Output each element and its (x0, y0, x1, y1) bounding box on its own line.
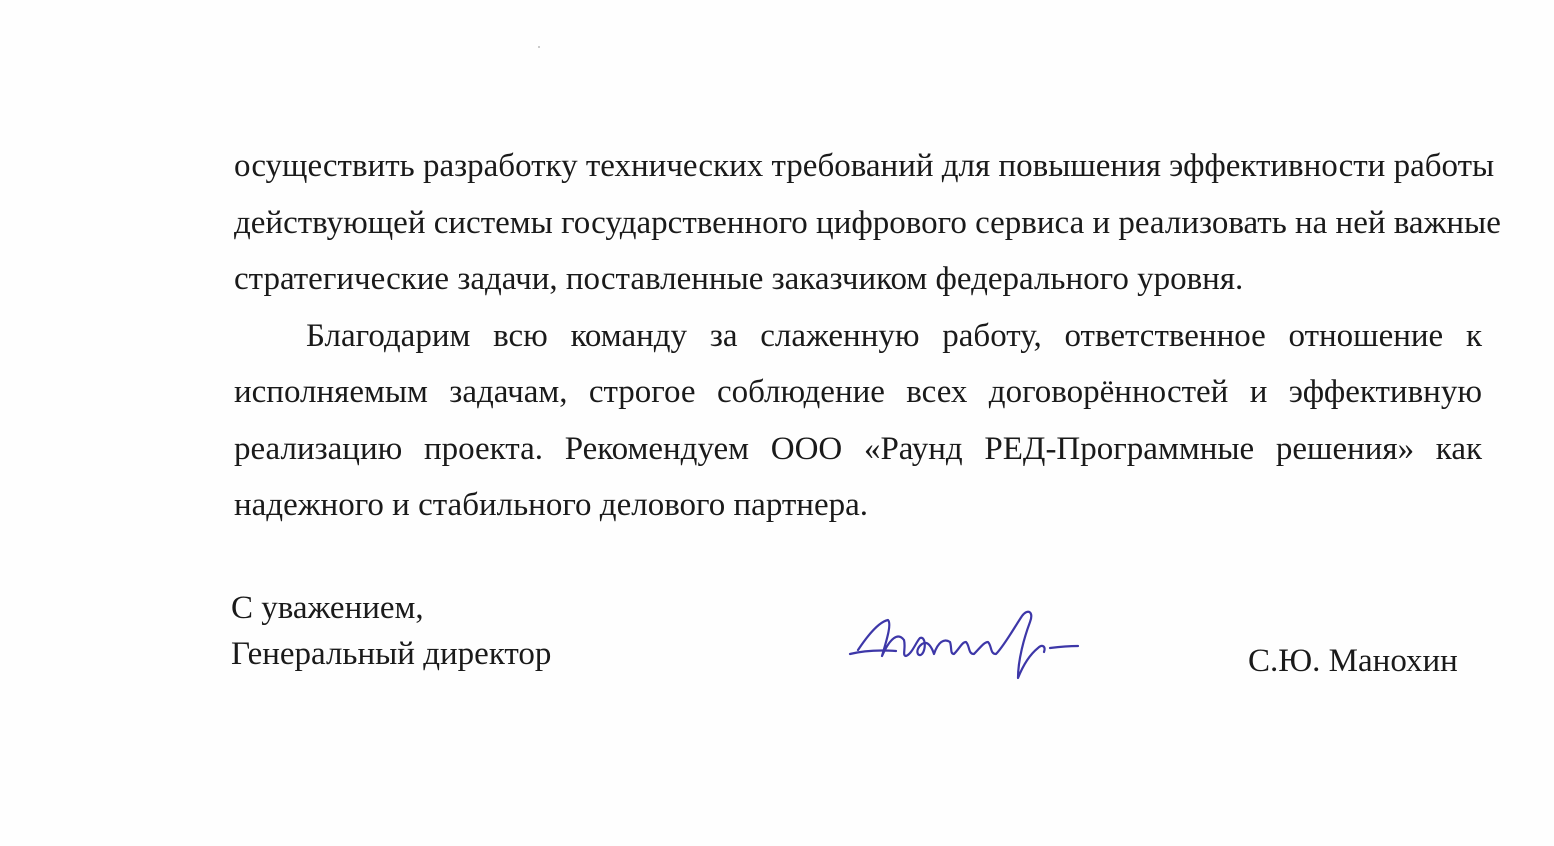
paragraph-1-line-1: осуществить разработку технических требований для повышения эффективности работы (234, 148, 1495, 184)
paragraph-2: Благодарим всю команду за слаженную работу, ответственное отношение к исполняемым задачам, строгое соблюдение всех договорённостей и эффективную реализацию проекта. Рекомендуем ООО «Раунд РЕД-Программные решения» как надежного и стабильного делового партнера. (234, 317, 1482, 523)
closing-greeting: С уважением, (231, 590, 424, 626)
closing-block (231, 585, 551, 677)
paragraph-1-line-3: стратегические задачи, поставленные заказчиком федерального уровня. (234, 261, 1244, 297)
signature-stroke-underline (850, 650, 896, 654)
letter-body (234, 138, 1501, 534)
signature-stroke-dash (1050, 646, 1078, 648)
signer-name: С.Ю. Манохин (1248, 643, 1458, 679)
signature-stroke-main (858, 612, 1045, 678)
signer-position: Генеральный директор (231, 636, 552, 672)
handwritten-signature (846, 598, 1086, 688)
paragraph-1-line-2: действующей системы государственного цифрового сервиса и реализовать на ней важные (234, 204, 1501, 241)
scan-speck (538, 46, 540, 48)
